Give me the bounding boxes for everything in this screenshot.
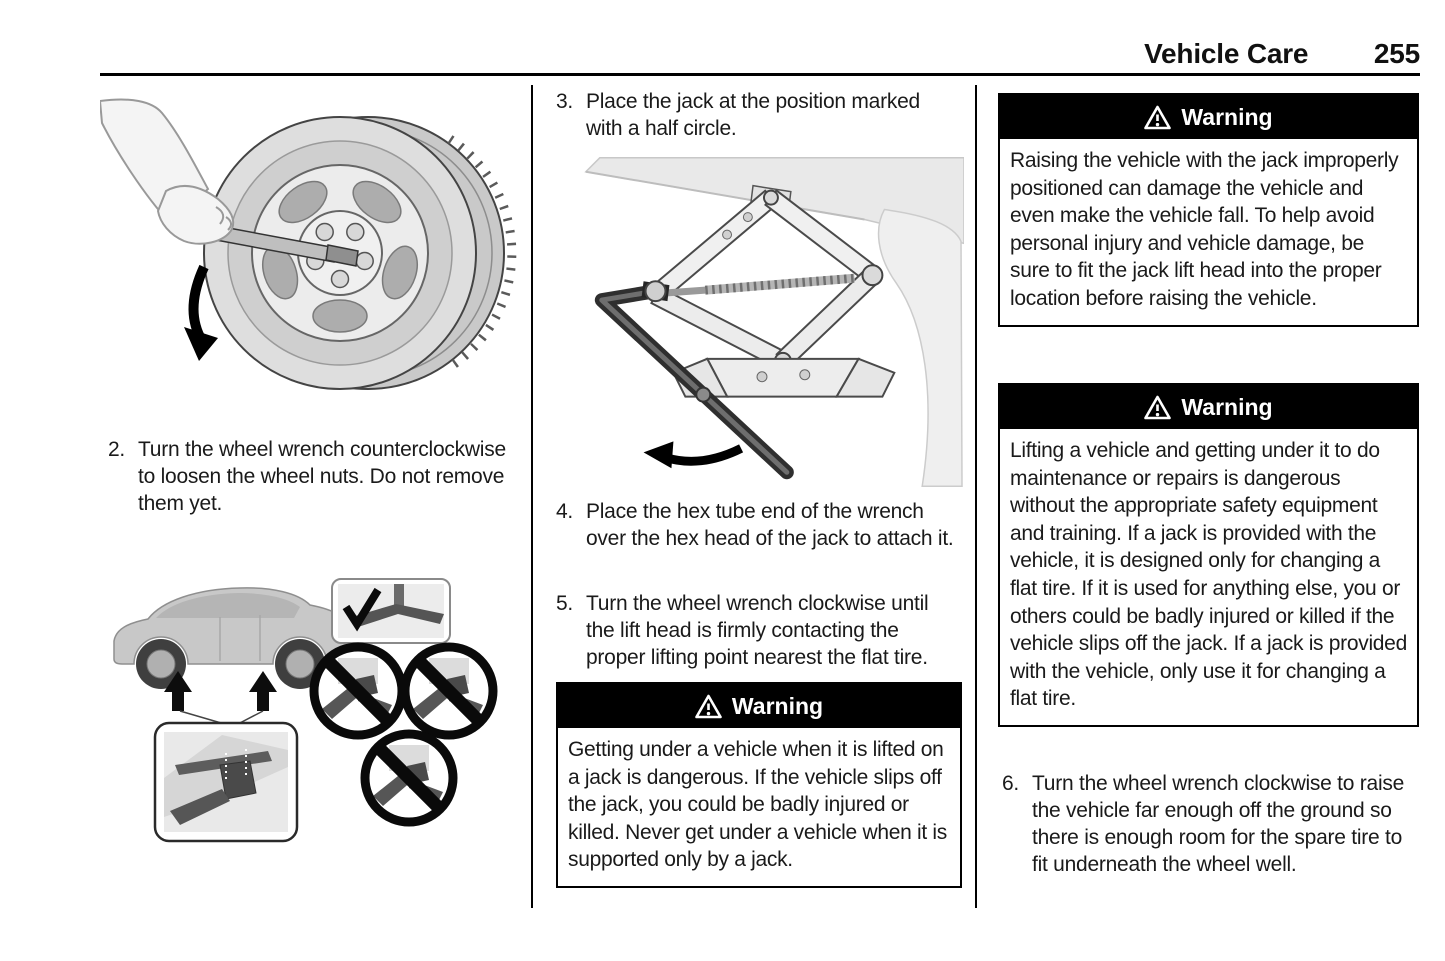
step-6: [1002, 770, 1422, 878]
header-rule: [100, 73, 1420, 76]
no-symbol-icon: [365, 734, 453, 822]
step-5-number: 5.: [556, 592, 574, 615]
step-6-number: 6.: [1002, 772, 1020, 795]
no-symbol-icon: [314, 647, 402, 735]
step-5-text: Turn the wheel wrench clockwise until the lift head is firmly contacting the proper lifting point nearest the flat tire.: [586, 592, 929, 669]
warning-body: Getting under a vehicle when it is lifted on a jack is dangerous. If the vehicle slips off the jack, you could be badly injured or killed. Never get under a vehicle when it is supported only by a jack.: [568, 738, 948, 872]
column-divider-left: [531, 85, 533, 908]
page-number: 255: [1373, 38, 1420, 69]
warning-body: Lifting a vehicle and getting under it to do maintenance or repairs is dangerous without the appropriate safety equipment and training. If a jack is provided with the vehicle, it is designed only for changing a flat tire. If it is used for anything else, you or others could be badly injured or killed if the vehicle slips off the jack. If a jack is provided with the vehicle, only use it for changing a flat tire.: [1010, 439, 1407, 711]
section-title: Vehicle Care: [1144, 38, 1309, 69]
warning-header: [1000, 95, 1417, 139]
warning-header: [1000, 385, 1417, 429]
warning-triangle-icon: [1144, 105, 1171, 130]
step-2-text: Turn the wheel wrench counterclockwise to loosen the wheel nuts. Do not remove them yet.: [138, 438, 506, 515]
step-4: [556, 498, 956, 552]
scissor-jack-illustration: [556, 157, 964, 487]
loosen-wheel-nuts-illustration: [100, 95, 525, 415]
step-4-text: Place the hex tube end of the wrench over the hex head of the jack to attach it.: [586, 500, 954, 550]
step-3: [556, 88, 956, 142]
correct-placement-inset: [332, 579, 450, 643]
rotation-arrow-icon: [644, 441, 742, 468]
jack-lifting-points-illustration: [100, 573, 500, 848]
step-3-number: 3.: [556, 90, 574, 113]
jack-point-arrows: [164, 671, 277, 711]
step-2: [108, 436, 510, 517]
warning-title: Warning: [1181, 393, 1273, 420]
step-3-text: Place the jack at the position marked with a half circle.: [586, 90, 920, 140]
no-symbol-icon: [405, 647, 493, 735]
warning-header: [558, 684, 960, 728]
warning-title: Warning: [731, 692, 824, 719]
step-2-number: 2.: [108, 438, 126, 461]
warning-box-lifting-vehicle: [998, 383, 1419, 727]
hand: [100, 100, 233, 244]
step-5: [556, 590, 960, 671]
step-4-number: 4.: [556, 500, 574, 523]
warning-title: Warning: [1181, 103, 1273, 130]
warning-triangle-icon: [1144, 395, 1171, 420]
column-divider-right: [975, 85, 977, 908]
page-header: [0, 38, 1420, 70]
warning-triangle-icon: [695, 694, 722, 719]
warning-body: Raising the vehicle with the jack improperly positioned can damage the vehicle and even make the vehicle fall. To help avoid personal injury and vehicle damage, be sure to fit the jack lift head into the proper location before raising the vehicle.: [1010, 149, 1399, 310]
lift-point-callout: [155, 723, 297, 841]
step-6-text: Turn the wheel wrench clockwise to raise the vehicle far enough off the ground so there is enough room for the spare tire to fit underneath the wheel well.: [1032, 772, 1405, 876]
warning-box-jack-position: [998, 93, 1419, 327]
warning-box-getting-under-vehicle: [556, 682, 962, 888]
